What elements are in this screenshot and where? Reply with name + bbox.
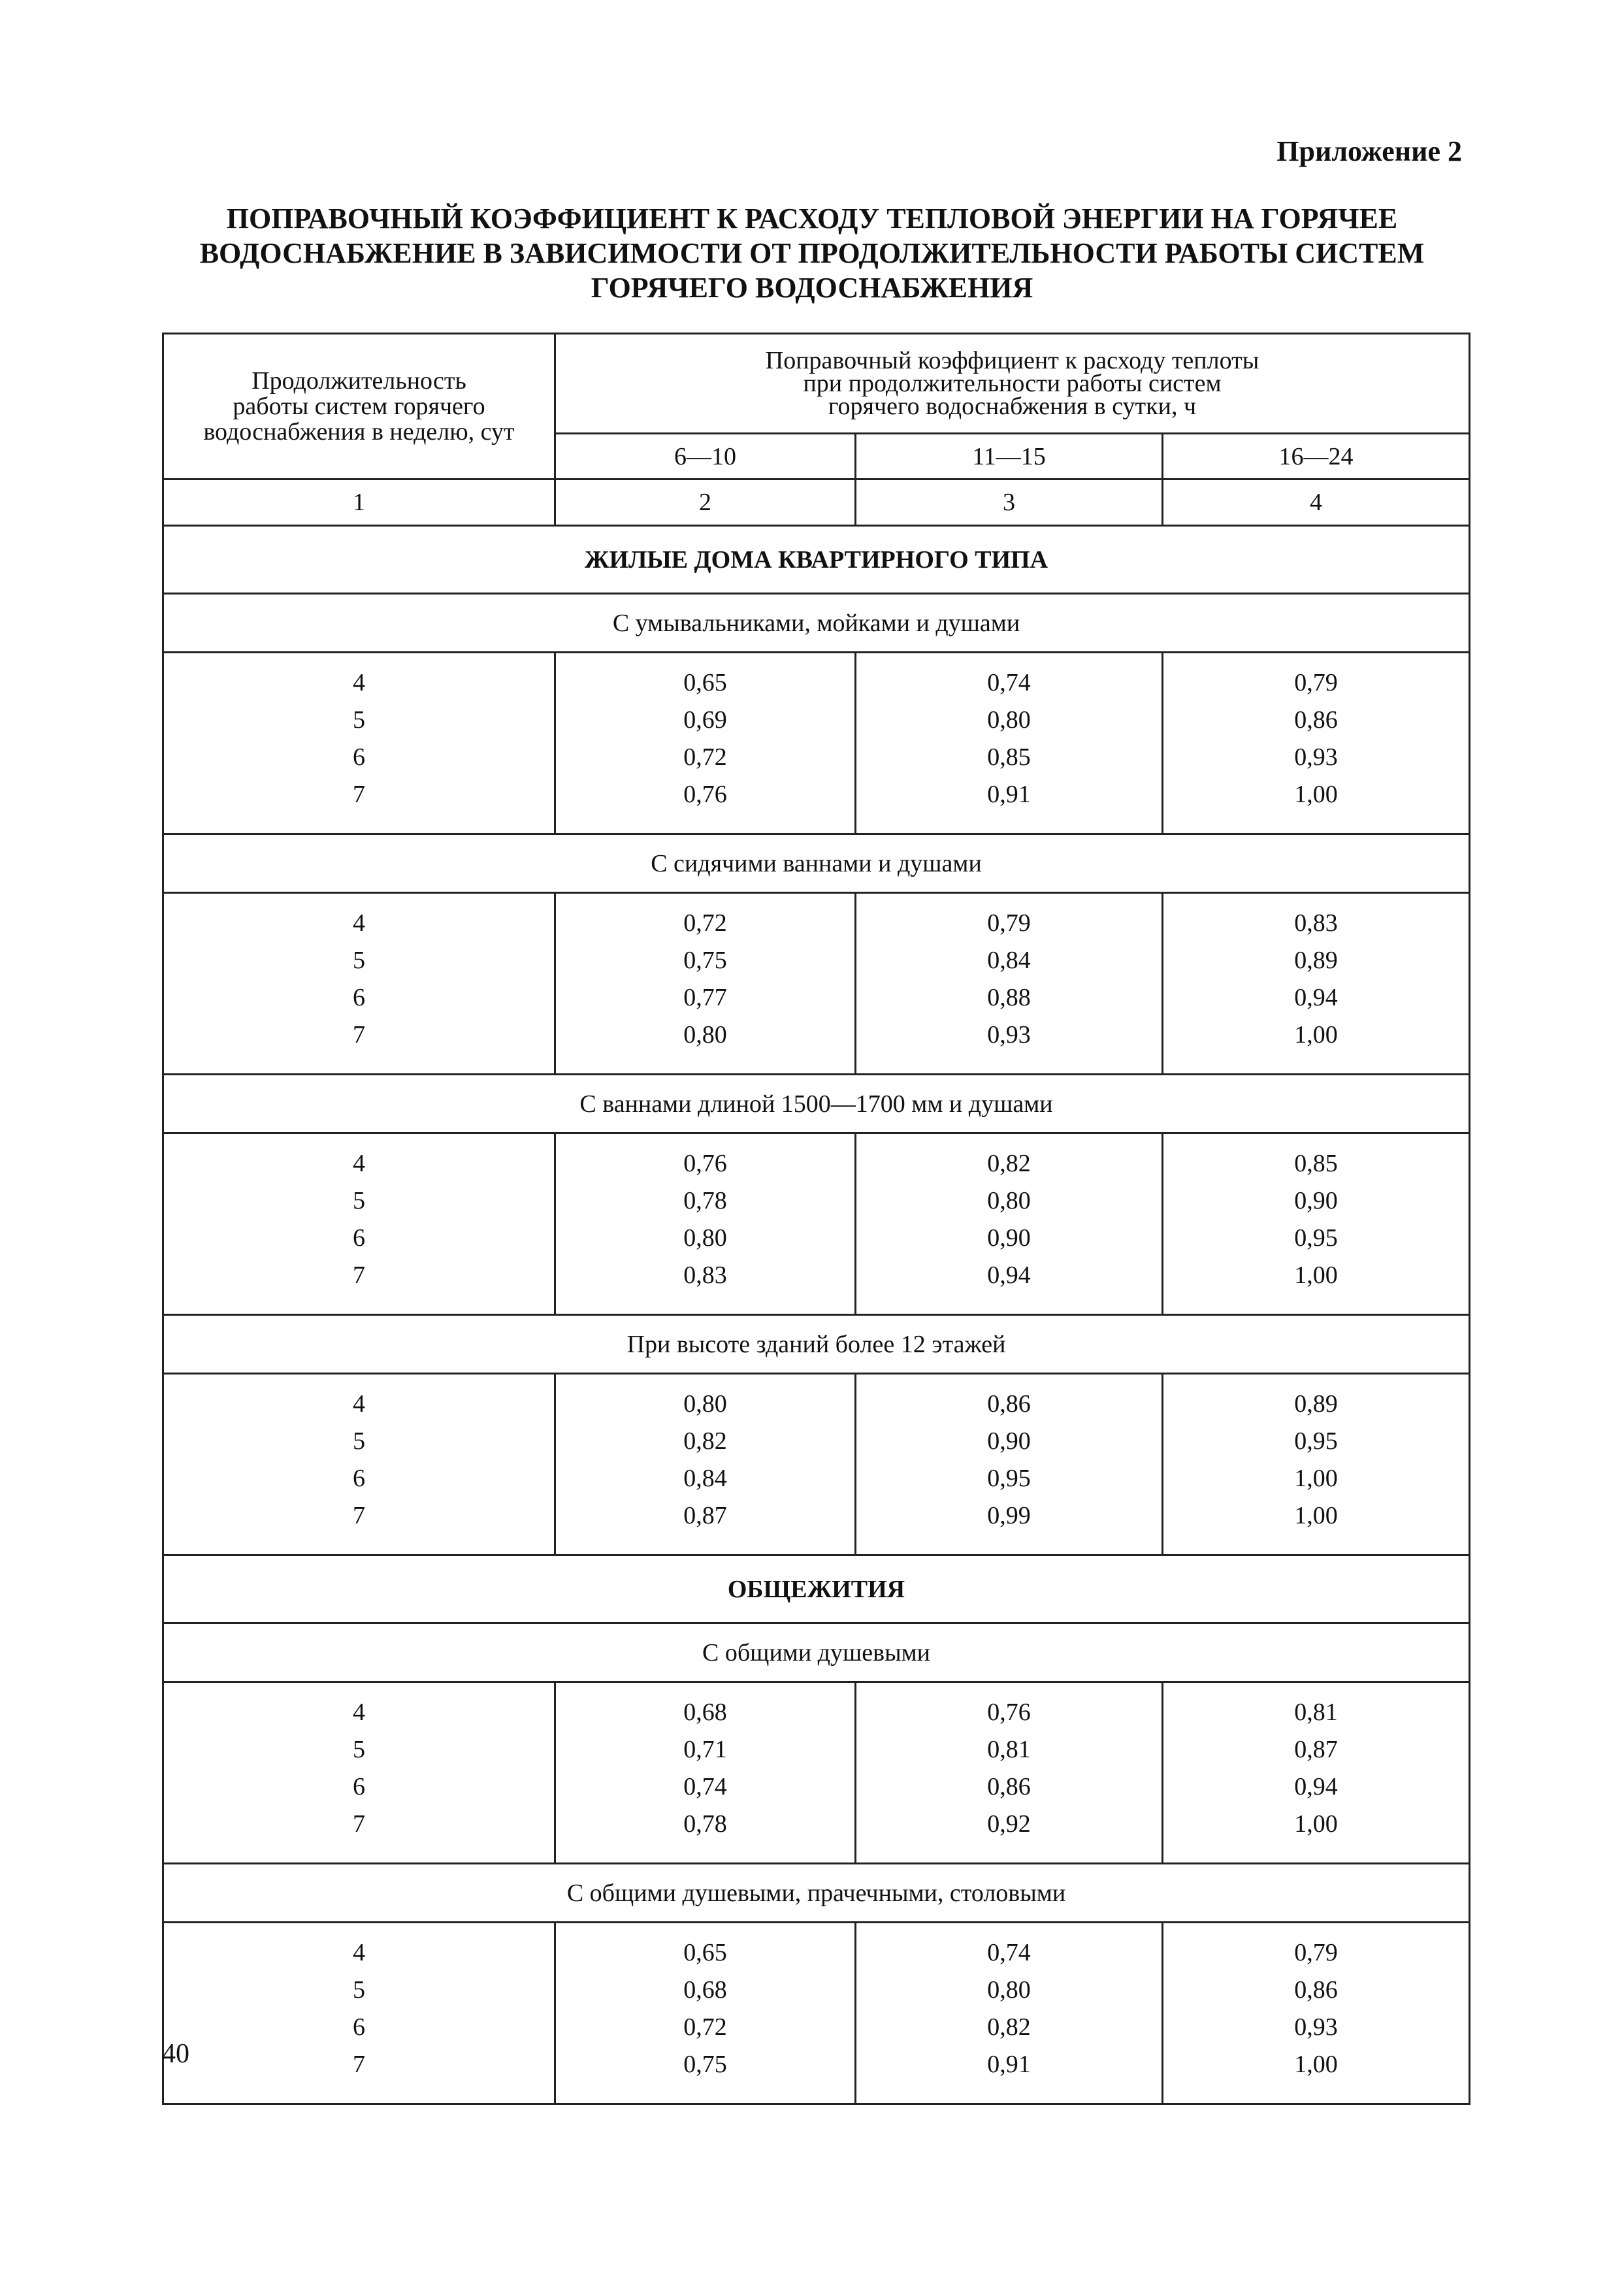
document-title (131, 201, 1493, 305)
table-cell: 0,87 (1294, 1736, 1338, 1763)
table-cell: 0,82 (987, 2013, 1031, 2041)
page-number: 40 (162, 2039, 189, 2069)
table-cell: 6 (353, 1224, 365, 1252)
header-hours-6-10: 6—10 (555, 434, 856, 480)
table-row (163, 893, 1470, 1075)
header-left-line: водоснабжения в неделю, сут (203, 417, 515, 446)
data-column-2 (555, 893, 856, 1075)
table-cell: 0,83 (683, 1261, 727, 1289)
table-row (163, 1133, 1470, 1315)
table-cell: 0,93 (1294, 743, 1338, 771)
table-cell: 0,80 (987, 706, 1031, 734)
table-cell: 0,93 (1294, 2013, 1338, 2041)
table-cell: 0,85 (987, 743, 1031, 771)
table-cell: 0,68 (683, 1699, 727, 1726)
table-cell: 0,84 (683, 1465, 727, 1492)
data-column-1 (163, 653, 555, 834)
table-cell: 0,83 (1294, 909, 1338, 937)
table-cell: 0,74 (987, 669, 1031, 696)
table-cell: 1,00 (1294, 1502, 1338, 1529)
table-cell: 0,72 (683, 2013, 727, 2041)
table-cell: 1,00 (1294, 1021, 1338, 1049)
data-column-4 (1163, 1133, 1470, 1315)
table-cell: 0,76 (987, 1699, 1031, 1726)
table-cell: 0,95 (987, 1465, 1031, 1492)
table-cell: 0,88 (987, 984, 1031, 1011)
table-cell: 0,71 (683, 1736, 727, 1763)
table-cell: 0,79 (987, 909, 1031, 937)
table-cell: 1,00 (1294, 1465, 1338, 1492)
header-left-line: Продолжительность (252, 366, 466, 395)
table-cell: 1,00 (1294, 1810, 1338, 1838)
table-cell: 0,74 (987, 1939, 1031, 1966)
table-cell: 0,76 (683, 1150, 727, 1177)
data-column-3 (856, 1682, 1163, 1864)
data-column-1 (163, 1133, 555, 1315)
table-cell: 0,65 (683, 1939, 727, 1966)
subgroup-title: С общими душевыми, прачечными, столовыми (163, 1864, 1470, 1923)
table-cell: 6 (353, 1773, 365, 1800)
table-row (163, 1374, 1470, 1555)
table-cell: 6 (353, 2013, 365, 2041)
subgroup-title: С ваннами длиной 1500—1700 мм и душами (163, 1075, 1470, 1133)
table-cell: 5 (353, 1427, 365, 1455)
table-cell: 0,90 (1294, 1187, 1338, 1214)
table-cell: 4 (353, 1390, 365, 1418)
table-cell: 7 (353, 1810, 365, 1838)
table-cell: 0,74 (683, 1773, 727, 1800)
table-cell: 6 (353, 1465, 365, 1492)
table-cell: 0,91 (987, 781, 1031, 808)
table-cell: 0,95 (1294, 1427, 1338, 1455)
table-cell: 0,76 (683, 781, 727, 808)
column-number: 1 (163, 480, 555, 526)
table-cell: 0,79 (1294, 1939, 1338, 1966)
column-number: 2 (555, 480, 856, 526)
table-cell: 0,87 (683, 1502, 727, 1529)
table-row (163, 653, 1470, 834)
table-row (163, 1682, 1470, 1864)
table-cell: 0,86 (1294, 1976, 1338, 2004)
table-cell: 0,72 (683, 743, 727, 771)
header-duration-per-week (163, 334, 555, 480)
table-cell: 0,78 (683, 1187, 727, 1214)
table-cell: 4 (353, 1699, 365, 1726)
data-column-4 (1163, 1682, 1470, 1864)
table-cell: 0,79 (1294, 669, 1338, 696)
table-cell: 0,94 (1294, 1773, 1338, 1800)
data-column-2 (555, 1923, 856, 2104)
table-cell: 0,80 (987, 1187, 1031, 1214)
column-number: 4 (1163, 480, 1470, 526)
table-cell: 5 (353, 1187, 365, 1214)
table-cell: 0,89 (1294, 947, 1338, 974)
subgroup-title: С сидячими ваннами и душами (163, 834, 1470, 893)
table-cell: 0,75 (683, 947, 727, 974)
table-cell: 0,90 (987, 1224, 1031, 1252)
title-line-1: ПОПРАВОЧНЫЙ КОЭФФИЦИЕНТ К РАСХОДУ ТЕПЛОВОЙ ЭНЕРГИИ НА ГОРЯЧЕЕ (226, 203, 1398, 235)
header-hours-11-15: 11—15 (856, 434, 1163, 480)
table-cell: 0,72 (683, 909, 727, 937)
group-title: ОБЩЕЖИТИЯ (163, 1555, 1470, 1623)
table-cell: 0,91 (987, 2051, 1031, 2078)
table-cell: 0,80 (683, 1021, 727, 1049)
table-cell: 0,84 (987, 947, 1031, 974)
table-cell: 0,85 (1294, 1150, 1338, 1177)
table-cell: 5 (353, 1976, 365, 2004)
table-cell: 4 (353, 1939, 365, 1966)
table-cell: 0,82 (987, 1150, 1031, 1177)
table-cell: 0,90 (987, 1427, 1031, 1455)
table-cell: 7 (353, 2051, 365, 2078)
header-coefficient (555, 334, 1470, 434)
data-column-3 (856, 893, 1163, 1075)
data-column-1 (163, 1374, 555, 1555)
table-cell: 5 (353, 1736, 365, 1763)
table-cell: 7 (353, 1261, 365, 1289)
table-cell: 1,00 (1294, 2051, 1338, 2078)
table-cell: 6 (353, 984, 365, 1011)
table-cell: 0,95 (1294, 1224, 1338, 1252)
coefficient-table (162, 333, 1470, 2105)
table-cell: 7 (353, 1021, 365, 1049)
table-cell: 0,69 (683, 706, 727, 734)
table-row (163, 1923, 1470, 2104)
table-cell: 5 (353, 947, 365, 974)
data-column-4 (1163, 1374, 1470, 1555)
data-column-1 (163, 1923, 555, 2104)
data-column-3 (856, 653, 1163, 834)
table-cell: 0,75 (683, 2051, 727, 2078)
data-column-1 (163, 1682, 555, 1864)
title-line-3: ГОРЯЧЕГО ВОДОСНАБЖЕНИЯ (591, 272, 1033, 304)
data-column-3 (856, 1374, 1163, 1555)
data-column-3 (856, 1133, 1163, 1315)
data-column-4 (1163, 653, 1470, 834)
data-column-2 (555, 1682, 856, 1864)
table-cell: 0,94 (1294, 984, 1338, 1011)
data-column-2 (555, 653, 856, 834)
header-hours-16-24: 16—24 (1163, 434, 1470, 480)
data-column-2 (555, 1133, 856, 1315)
table-cell: 4 (353, 1150, 365, 1177)
title-line-2: ВОДОСНАБЖЕНИЕ В ЗАВИСИМОСТИ ОТ ПРОДОЛЖИТЕЛЬНОСТИ РАБОТЫ СИСТЕМ (199, 237, 1425, 269)
table-cell: 1,00 (1294, 1261, 1338, 1289)
table-cell: 0,65 (683, 669, 727, 696)
header-right-line: при продолжительности работы систем (803, 369, 1222, 397)
header-right-line: горячего водоснабжения в сутки, ч (828, 392, 1197, 420)
subgroup-title: С общими душевыми (163, 1623, 1470, 1682)
table-cell: 7 (353, 781, 365, 808)
table-cell: 0,81 (1294, 1699, 1338, 1726)
column-number: 3 (856, 480, 1163, 526)
subgroup-title: С умывальниками, мойками и душами (163, 594, 1470, 653)
table-cell: 5 (353, 706, 365, 734)
table-cell: 0,86 (987, 1390, 1031, 1418)
table-cell: 0,86 (987, 1773, 1031, 1800)
header-left-line: работы систем горячего (233, 392, 485, 420)
table-cell: 0,89 (1294, 1390, 1338, 1418)
table-cell: 0,82 (683, 1427, 727, 1455)
data-column-2 (555, 1374, 856, 1555)
table-cell: 0,68 (683, 1976, 727, 2004)
data-column-3 (856, 1923, 1163, 2104)
table-cell: 0,80 (987, 1976, 1031, 2004)
table-cell: 0,80 (683, 1224, 727, 1252)
header-right-line: Поправочный коэффициент к расходу теплоты (765, 346, 1259, 374)
data-column-4 (1163, 1923, 1470, 2104)
table-cell: 0,99 (987, 1502, 1031, 1529)
table-cell: 0,81 (987, 1736, 1031, 1763)
table-cell: 0,86 (1294, 706, 1338, 734)
table-cell: 7 (353, 1502, 365, 1529)
table-cell: 0,78 (683, 1810, 727, 1838)
table-cell: 4 (353, 909, 365, 937)
table-cell: 4 (353, 669, 365, 696)
subgroup-title: При высоте зданий более 12 этажей (163, 1315, 1470, 1374)
data-column-4 (1163, 893, 1470, 1075)
table-cell: 0,77 (683, 984, 727, 1011)
table-cell: 0,93 (987, 1021, 1031, 1049)
data-column-1 (163, 893, 555, 1075)
table-cell: 0,94 (987, 1261, 1031, 1289)
table-cell: 6 (353, 743, 365, 771)
group-title: ЖИЛЫЕ ДОМА КВАРТИРНОГО ТИПА (163, 526, 1470, 594)
appendix-label: Приложение 2 (1276, 135, 1462, 167)
table-cell: 0,92 (987, 1810, 1031, 1838)
table-cell: 0,80 (683, 1390, 727, 1418)
table-cell: 1,00 (1294, 781, 1338, 808)
